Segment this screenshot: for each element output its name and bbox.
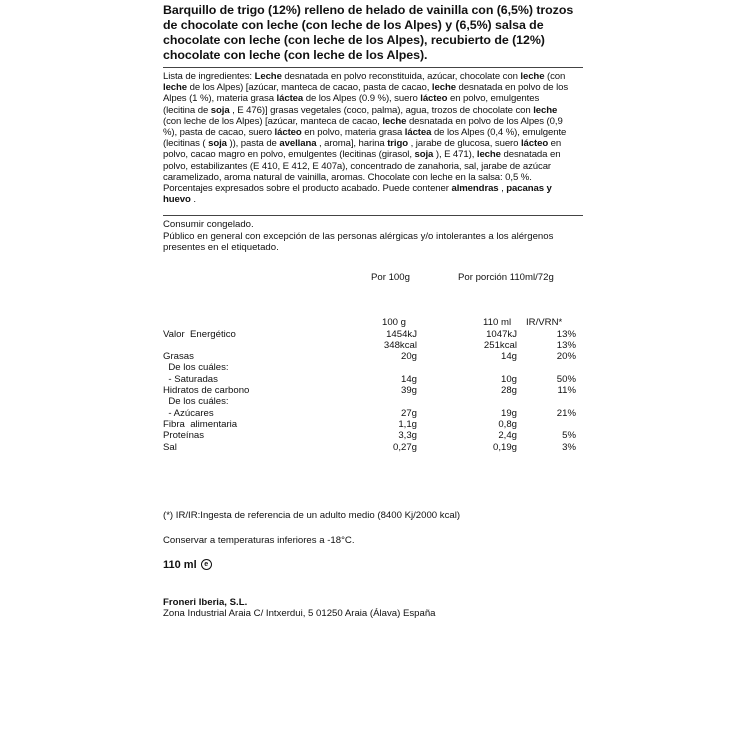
estimated-e-icon: e <box>201 559 212 570</box>
ingredient-text: en polvo, cacao magro en polvo, emulgentes (lecitinas (girasol, <box>163 138 562 161</box>
allergen-highlight: leche <box>476 149 501 161</box>
allergen-highlight: lácteo <box>520 138 549 150</box>
value-per-100g: 39g <box>400 385 417 397</box>
nutrition-row <box>163 385 583 396</box>
value-ir: 50% <box>556 373 576 385</box>
nutrient-label: - Azúcares <box>163 407 214 419</box>
company-address: Zona Industrial Araia C/ Intxerdui, 5 01250 Araia (Álava) España <box>163 607 436 619</box>
ingredient-text: (con <box>544 71 566 82</box>
allergen-highlight: soja <box>210 104 230 116</box>
ingredient-text: )), pasta de <box>226 138 280 150</box>
nutrition-table <box>163 272 583 453</box>
consume-instruction: Consumir congelado. <box>163 219 254 231</box>
ingredient-text: de los Alpes (0,4 %), emulgente (lecitinas ( <box>163 127 567 150</box>
ingredient-text: desnatada en polvo reconstituida, azúcar, chocolate con <box>281 71 521 82</box>
header-per-100g: Por 100g <box>371 271 410 283</box>
allergen-highlight: leche <box>520 71 545 82</box>
product-title: Barquillo de trigo (12%) relleno de helado de vainilla con (6,5%) trozos de chocolate con leche (con leche de los Alpes) y (6,5%) salsa de chocolate con leche (con leche de los Alpes), recubierto de (12%) chocolate con leche (con leche de los Alpes). <box>163 3 574 62</box>
allergen-highlight: láctea <box>404 127 432 139</box>
nutrient-label: De los cuáles: <box>163 362 229 374</box>
nutrition-row <box>163 430 583 441</box>
nutrient-label: Proteínas <box>163 430 205 442</box>
allergen-highlight: almendras <box>451 183 499 195</box>
value-ir: 21% <box>556 407 576 419</box>
allergen-highlight: leche <box>533 104 558 116</box>
ingredient-text: de los Alpes) [azúcar, manteca de cacao, pasta de cacao, <box>187 82 432 94</box>
nutrition-row <box>163 396 583 407</box>
ingredient-text: de los Alpes (0.9 %), suero <box>303 93 421 105</box>
value-per-100g: 0,27g <box>392 441 417 453</box>
ingredient-text: en polvo, emulgentes (lecitina de <box>163 93 540 116</box>
company-name: Froneri Iberia, S.L. <box>163 596 248 608</box>
audience-note: Público en general con excepción de las personas alérgicas y/o intolerantes a los alérgenos presentes en el etiquetado. <box>163 230 554 254</box>
nutrition-rows <box>163 329 583 453</box>
value-per-portion: 0,8g <box>498 418 517 430</box>
value-per-portion: 251kcal <box>483 339 517 351</box>
value-ir: 20% <box>556 351 576 363</box>
nutrition-row <box>163 351 583 362</box>
nutrition-row <box>163 442 583 453</box>
subheader-100g: 100 g <box>382 317 407 329</box>
ingredient-text: desnatada en polvo, estabilizantes (E 410, E 412, E 407a), concentrado de zanahoria, sal, jarabe de azúcar caramelizado, aroma natural de vainilla, aromas. Chocolate con leche en la salsa: 0,5 %. Porcentajes expresados sobre el producto acabado. Puede contener <box>163 149 561 195</box>
value-ir: 13% <box>556 339 576 351</box>
nutrient-label: Valor Energético <box>163 328 236 340</box>
allergen-highlight: leche <box>163 82 188 94</box>
nutrient-label: Sal <box>163 441 177 453</box>
ingredient-text: , <box>498 183 507 195</box>
value-ir: 13% <box>556 328 576 340</box>
ingredient-text: (con leche de los Alpes) [azúcar, manteca de cacao, <box>163 115 383 127</box>
ingredient-text: , aroma], harina <box>316 138 388 150</box>
title-divider <box>163 67 583 68</box>
value-per-100g: 1,1g <box>398 418 417 430</box>
allergen-highlight: soja <box>414 149 434 161</box>
header-per-portion: Por porción 110ml/72g <box>458 271 554 283</box>
value-per-portion: 2,4g <box>498 430 517 442</box>
value-per-portion: 10g <box>500 373 517 385</box>
nutrition-row <box>163 408 583 419</box>
value-per-100g: 14g <box>400 373 417 385</box>
allergen-highlight: láctea <box>276 93 304 105</box>
value-per-portion: 1047kJ <box>486 328 517 340</box>
subheader-ir: IR/VRN* <box>526 317 563 329</box>
allergen-highlight: trigo <box>387 138 409 150</box>
allergen-highlight: soja <box>208 138 227 150</box>
ingredient-text: desnatada en polvo de los Alpes (1 %), materia grasa <box>163 82 569 105</box>
nutrient-label: De los cuáles: <box>163 396 229 408</box>
allergen-highlight: leche <box>431 82 456 94</box>
nutrition-subheader <box>163 317 583 328</box>
value-ir: 5% <box>562 430 576 442</box>
nutrient-label: Grasas <box>163 351 194 363</box>
nutrient-label: Hidratos de carbono <box>163 385 250 397</box>
subheader-110ml: 110 ml <box>483 317 512 329</box>
nutrition-row <box>163 329 583 340</box>
ingredient-text: , jarabe de glucosa, suero <box>408 138 521 150</box>
nutrition-row <box>163 374 583 385</box>
nutrition-header <box>163 272 583 283</box>
nutrition-row <box>163 362 583 373</box>
allergen-highlight: lácteo <box>274 127 302 139</box>
value-per-portion: 14g <box>500 351 517 363</box>
allergen-highlight: leche <box>382 115 407 127</box>
product-label <box>163 3 583 619</box>
nutrition-row <box>163 340 583 351</box>
volume-value: 110 ml <box>163 558 197 571</box>
value-ir: 11% <box>557 385 576 397</box>
value-per-100g: 20g <box>400 351 417 363</box>
ingredient-text: Lista de ingredientes: <box>163 71 255 82</box>
storage-instruction: Conservar a temperaturas inferiores a -18°C. <box>163 535 355 547</box>
value-ir: 3% <box>562 441 576 453</box>
value-per-portion: 0,19g <box>492 441 517 453</box>
nutrient-label: - Saturadas <box>163 373 218 385</box>
nutrient-label: Fibra alimentaria <box>163 418 238 430</box>
section-divider <box>163 215 583 216</box>
value-per-100g: 1454kJ <box>386 328 417 340</box>
allergen-highlight: lácteo <box>420 93 448 105</box>
ir-footnote: (*) IR/IR:Ingesta de referencia de un adulto medio (8400 Kj/2000 kcal) <box>163 509 461 521</box>
value-per-100g: 348kcal <box>383 339 417 351</box>
value-per-100g: 27g <box>400 407 417 419</box>
value-per-100g: 3,3g <box>398 430 417 442</box>
value-per-portion: 19g <box>500 407 517 419</box>
ingredient-text: en polvo, materia grasa <box>301 127 405 139</box>
ingredient-text: , E 476)] grasas vegetales (coco, palma), agua, trozos de chocolate con <box>229 104 534 116</box>
net-volume <box>163 559 583 571</box>
ingredient-text: ), E 471), <box>433 149 477 161</box>
ingredients-list <box>163 71 573 205</box>
allergen-highlight: avellana <box>279 138 317 150</box>
allergen-highlight: pacanas y huevo <box>163 183 552 206</box>
ingredient-text: desnatada en polvo de los Alpes (0,9 %), pasta de cacao, suero <box>163 115 563 139</box>
allergen-highlight: Leche <box>254 71 282 82</box>
nutrition-row <box>163 419 583 430</box>
ingredient-text: . <box>190 194 196 206</box>
value-per-portion: 28g <box>500 385 517 397</box>
